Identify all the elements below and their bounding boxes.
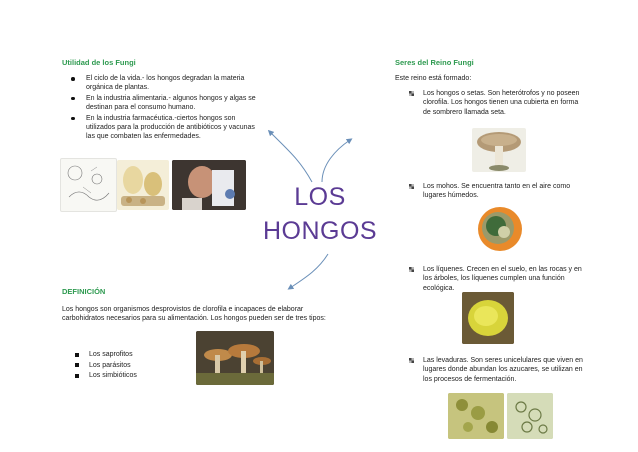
pin-icon bbox=[408, 357, 415, 364]
arrow-to-seres bbox=[322, 140, 350, 182]
utilidad-heading: Utilidad de los Fungi bbox=[62, 58, 136, 67]
definicion-heading: DEFINICIÓN bbox=[62, 287, 106, 296]
list-item: Los parásitos bbox=[89, 361, 199, 372]
seres-item-setas bbox=[423, 89, 583, 117]
seres-item-liquenes bbox=[423, 265, 583, 293]
pin-icon bbox=[408, 183, 415, 190]
list-item: El ciclo de la vida.- los hongos degradan la materia orgánica de plantas. bbox=[86, 74, 261, 93]
list-item: Los saprofitos bbox=[89, 350, 199, 361]
center-title bbox=[255, 180, 385, 248]
mushrooms-image bbox=[196, 331, 274, 385]
seres-intro: Este reino está formado: bbox=[395, 75, 472, 82]
tipos-list bbox=[89, 350, 199, 382]
item-text: Los mohos. Se encuentra tanto en el aire como lugares húmedos. bbox=[423, 183, 571, 200]
utilidad-list bbox=[86, 74, 261, 142]
arrow-to-definicion bbox=[290, 254, 328, 288]
mold-orange-image bbox=[474, 206, 526, 252]
food-baking-image bbox=[117, 160, 169, 210]
definicion-text: Los hongos son organismos desprovistos de clorofila e incapaces de elaborar carbohidratos necesarios para su alimentación. Los hongos pueden ser de tres tipos: bbox=[62, 306, 326, 323]
title-line-2: HONGOS bbox=[262, 217, 378, 245]
list-item: En la industria alimentaria.- algunos hongos y algas se destinan para el consumo humano. bbox=[86, 94, 261, 113]
lichen-image bbox=[462, 292, 514, 344]
pin-icon bbox=[408, 266, 415, 273]
item-text: Los líquenes. Crecen en el suelo, en las rocas y en los árboles, los líquenes cumplen una función ecológica. bbox=[423, 266, 582, 292]
pin-icon bbox=[408, 90, 415, 97]
seres-heading: Seres del Reino Fungi bbox=[395, 58, 474, 67]
item-text: Los hongos o setas. Son heterótrofos y no poseen clorofila. Los hongos tienen una cubierta en forma de sombrero llamada seta. bbox=[423, 90, 580, 116]
seres-item-levaduras bbox=[423, 356, 583, 384]
seres-item-mohos bbox=[423, 182, 583, 201]
yeast-image-1 bbox=[448, 393, 504, 439]
life-cycle-illustration bbox=[60, 158, 117, 212]
title-line-1: LOS bbox=[294, 183, 346, 211]
list-item: En la industria farmacéutica.-ciertos hongos son utilizados para la producción de antibióticos y vacunas las que combaten las enfermedades. bbox=[86, 114, 261, 142]
laboratory-image bbox=[172, 160, 246, 210]
list-item: Los simbióticos bbox=[89, 371, 199, 382]
arrow-to-utilidad bbox=[270, 132, 312, 182]
mushroom-seta-image bbox=[472, 128, 526, 172]
yeast-image-2 bbox=[507, 393, 553, 439]
item-text: Las levaduras. Son seres unicelulares que viven en lugares donde abundan los azucares, se utilizan en los procesos de fermentación. bbox=[423, 357, 583, 383]
